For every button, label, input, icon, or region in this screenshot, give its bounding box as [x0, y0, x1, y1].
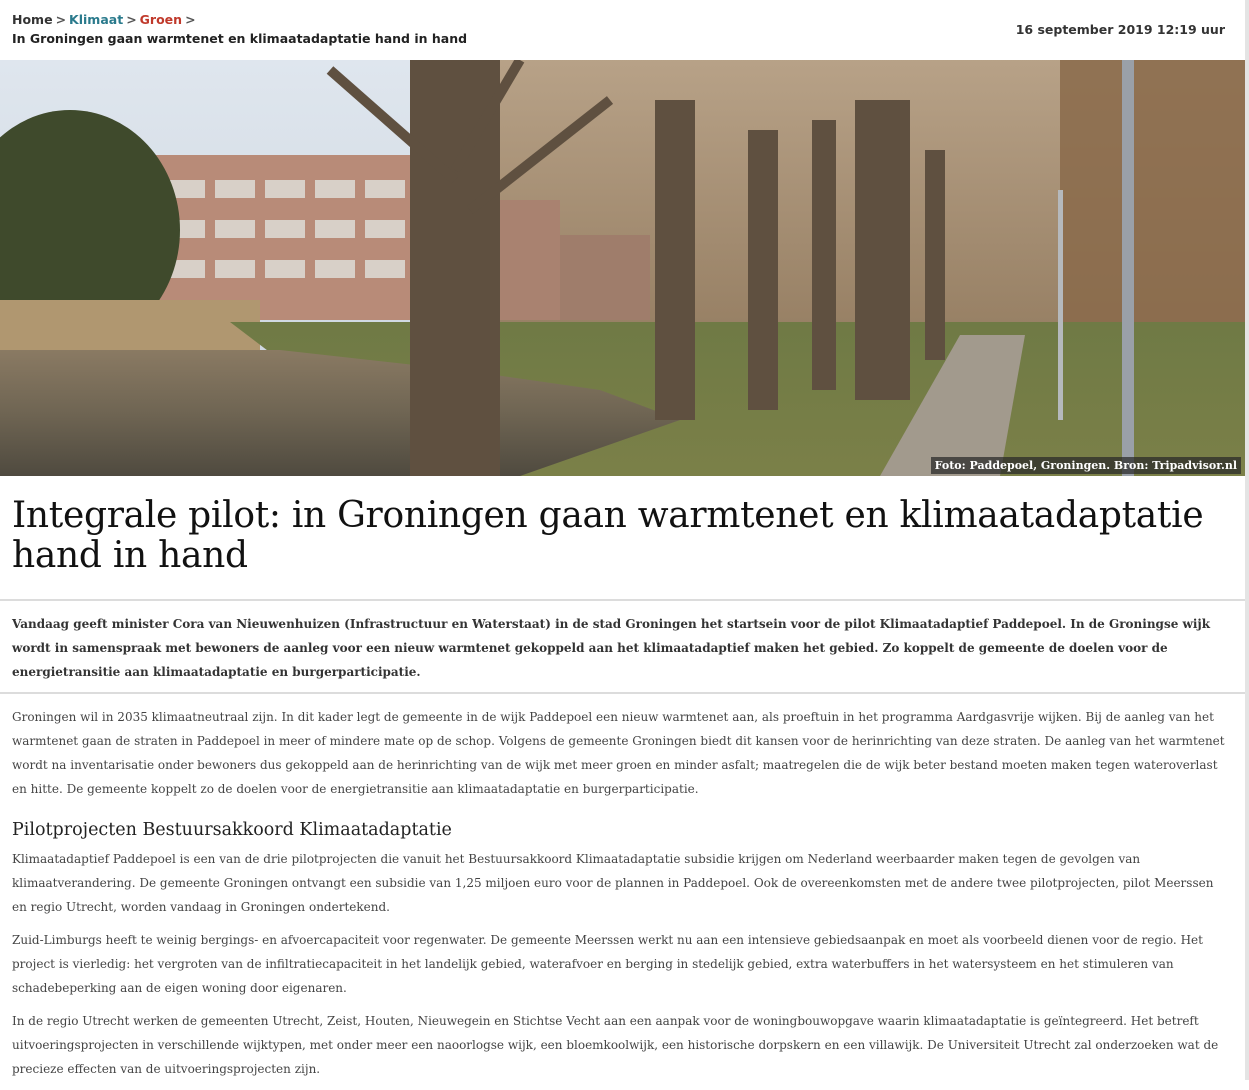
paragraph: Groningen wil in 2035 klimaatneutraal zijn. In dit kader legt de gemeente in de wijk Paddepoel een nieuw warmtenet aan, als proeftuin in het programma Aardgasvrije wijken. Bij de aanleg van het warmtenet gaan de straten in Paddepoel in meer of mindere mate op de schop. Volgens de gemeente Groningen biedt dit kansen voor de herinrichting van deze straten. De aanleg van het warmtenet wordt na inventarisatie onder bewoners dus gekoppeld aan de herinrichting van de wijk met meer groen en minder asfalt; maatregelen die de wijk beter bestand moeten maken tegen wateroverlast en hitte. De gemeente koppelt zo de doelen voor de energietransitie aan klimaatadaptatie en burgerparticipatie.: [12, 710, 1225, 796]
breadcrumb-klimaat-link[interactable]: Klimaat: [69, 12, 124, 27]
divider: [0, 692, 1245, 694]
breadcrumb-groen-link[interactable]: Groen: [139, 12, 183, 27]
article-body: [12, 705, 1227, 1090]
park-photo: [0, 60, 1245, 476]
breadcrumb-home-link[interactable]: Home: [12, 12, 53, 27]
paragraph: Zuid-Limburgs heeft te weinig bergings- en afvoercapaciteit voor regenwater. De gemeente Meerssen werkt nu aan een intensieve gebiedsaanpak en moet als voorbeeld dienen voor de regio. Het project is vierledig: het vergroten van de infiltratiecapaciteit in het landelijk gebied, waterafvoer en berging in stedelijk gebied, extra waterbuffers in het watersysteem en het stimuleren van schadebeperking aan de eigen woning door eigenaren.: [12, 933, 1203, 995]
article-intro: Vandaag geeft minister Cora van Nieuwenhuizen (Infrastructuur en Waterstaat) in de stad Groningen het startsein voor de pilot Klimaatadaptief Paddepoel. In de Groningse wijk wordt in samenspraak met bewoners de aanleg voor een nieuw warmtenet gekoppeld aan het klimaatadaptief maken het gebied. Zo koppelt de gemeente de doelen voor de energietransitie aan klimaatadaptatie en burgerparticipatie.: [12, 617, 1211, 679]
publish-date: 16 september 2019 12:19 uur: [1015, 22, 1225, 37]
breadcrumb-separator: >: [55, 12, 67, 27]
section-heading: Pilotprojecten Bestuursakkoord Klimaatadaptatie: [12, 820, 452, 840]
top-bar: [12, 10, 1225, 52]
paragraph: Klimaatadaptief Paddepoel is een van de drie pilotprojecten die vanuit het Bestuursakkoord Klimaatadaptatie subsidie krijgen om Nederland weerbaarder maken tegen de gevolgen van klimaatverandering. De gemeente Groningen ontvangt een subsidie van 1,25 miljoen euro voor de plannen in Paddepoel. Ook de overeenkomsten met de andere twee pilotprojecten, pilot Meerssen en regio Utrecht, worden vandaag in Groningen ondertekend.: [12, 852, 1214, 914]
article-title: Integrale pilot: in Groningen gaan warmtenet en klimaatadaptatie hand in hand: [12, 495, 1204, 576]
hero-image: [0, 60, 1245, 476]
paragraph: In de regio Utrecht werken de gemeenten Utrecht, Zeist, Houten, Nieuwegein en Stichtse Vecht aan een aanpak voor de woningbouwopgave waarin klimaatadaptatie is geïntegreerd. Het betreft uitvoeringsprojecten in verschillende wijktypen, met onder meer een naoorlogse wijk, een bloemkoolwijk, een historische dorpskern en een villawijk. De Universiteit Utrecht zal onderzoeken wat de precieze effecten van de uitvoeringsprojecten zijn.: [12, 1014, 1219, 1076]
breadcrumb-separator: >: [185, 12, 196, 27]
photo-caption: Foto: Paddepoel, Groningen. Bron: Tripadvisor.nl: [931, 457, 1241, 474]
breadcrumb-separator: >: [126, 12, 137, 27]
divider: [0, 599, 1245, 601]
breadcrumb-current: In Groningen gaan warmtenet en klimaatadaptatie hand in hand: [12, 31, 468, 46]
